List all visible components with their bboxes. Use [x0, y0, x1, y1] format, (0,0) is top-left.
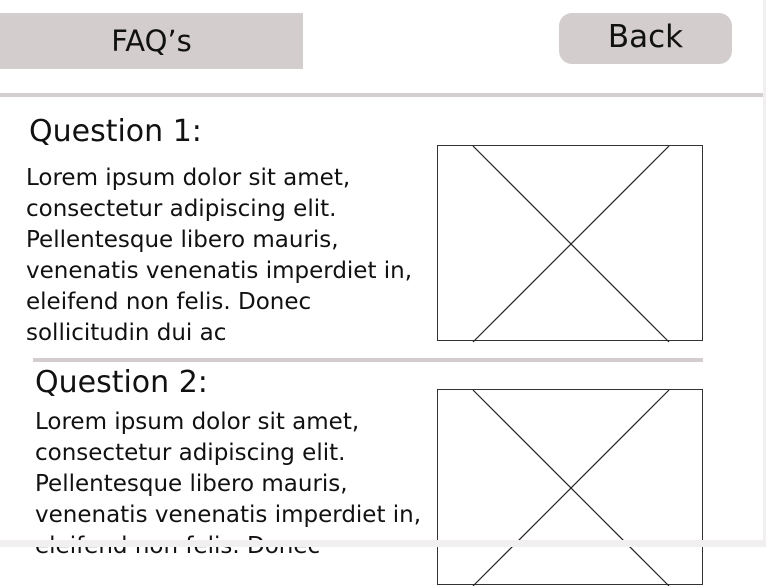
faq-answer-2-text: Lorem ipsum dolor sit amet, consectetur adipiscing elit. Pellentesque libero mauris, venenatis venenatis imperdiet in,	[35, 409, 422, 528]
faq-question-1-title: Question 1:	[29, 114, 202, 149]
page-title: FAQ’s	[111, 24, 192, 58]
faq-question-2-title: Question 2:	[35, 365, 208, 400]
image-placeholder-icon	[438, 146, 704, 342]
faq-image-2	[437, 389, 703, 585]
header-divider	[0, 93, 763, 97]
faq-image-1	[437, 145, 703, 341]
page-title-box	[0, 13, 303, 69]
back-button[interactable]	[559, 13, 732, 64]
back-button-label: Back	[607, 19, 684, 55]
bottom-edge	[0, 540, 766, 547]
image-placeholder-icon	[438, 390, 704, 586]
faq-answer-1-text: Lorem ipsum dolor sit amet, consectetur adipiscing elit. Pellentesque libero mauris, venenatis venenatis imperdiet in, eleifend non felis. Donec sollicitudin dui ac	[26, 165, 413, 346]
faq-divider	[33, 358, 703, 362]
